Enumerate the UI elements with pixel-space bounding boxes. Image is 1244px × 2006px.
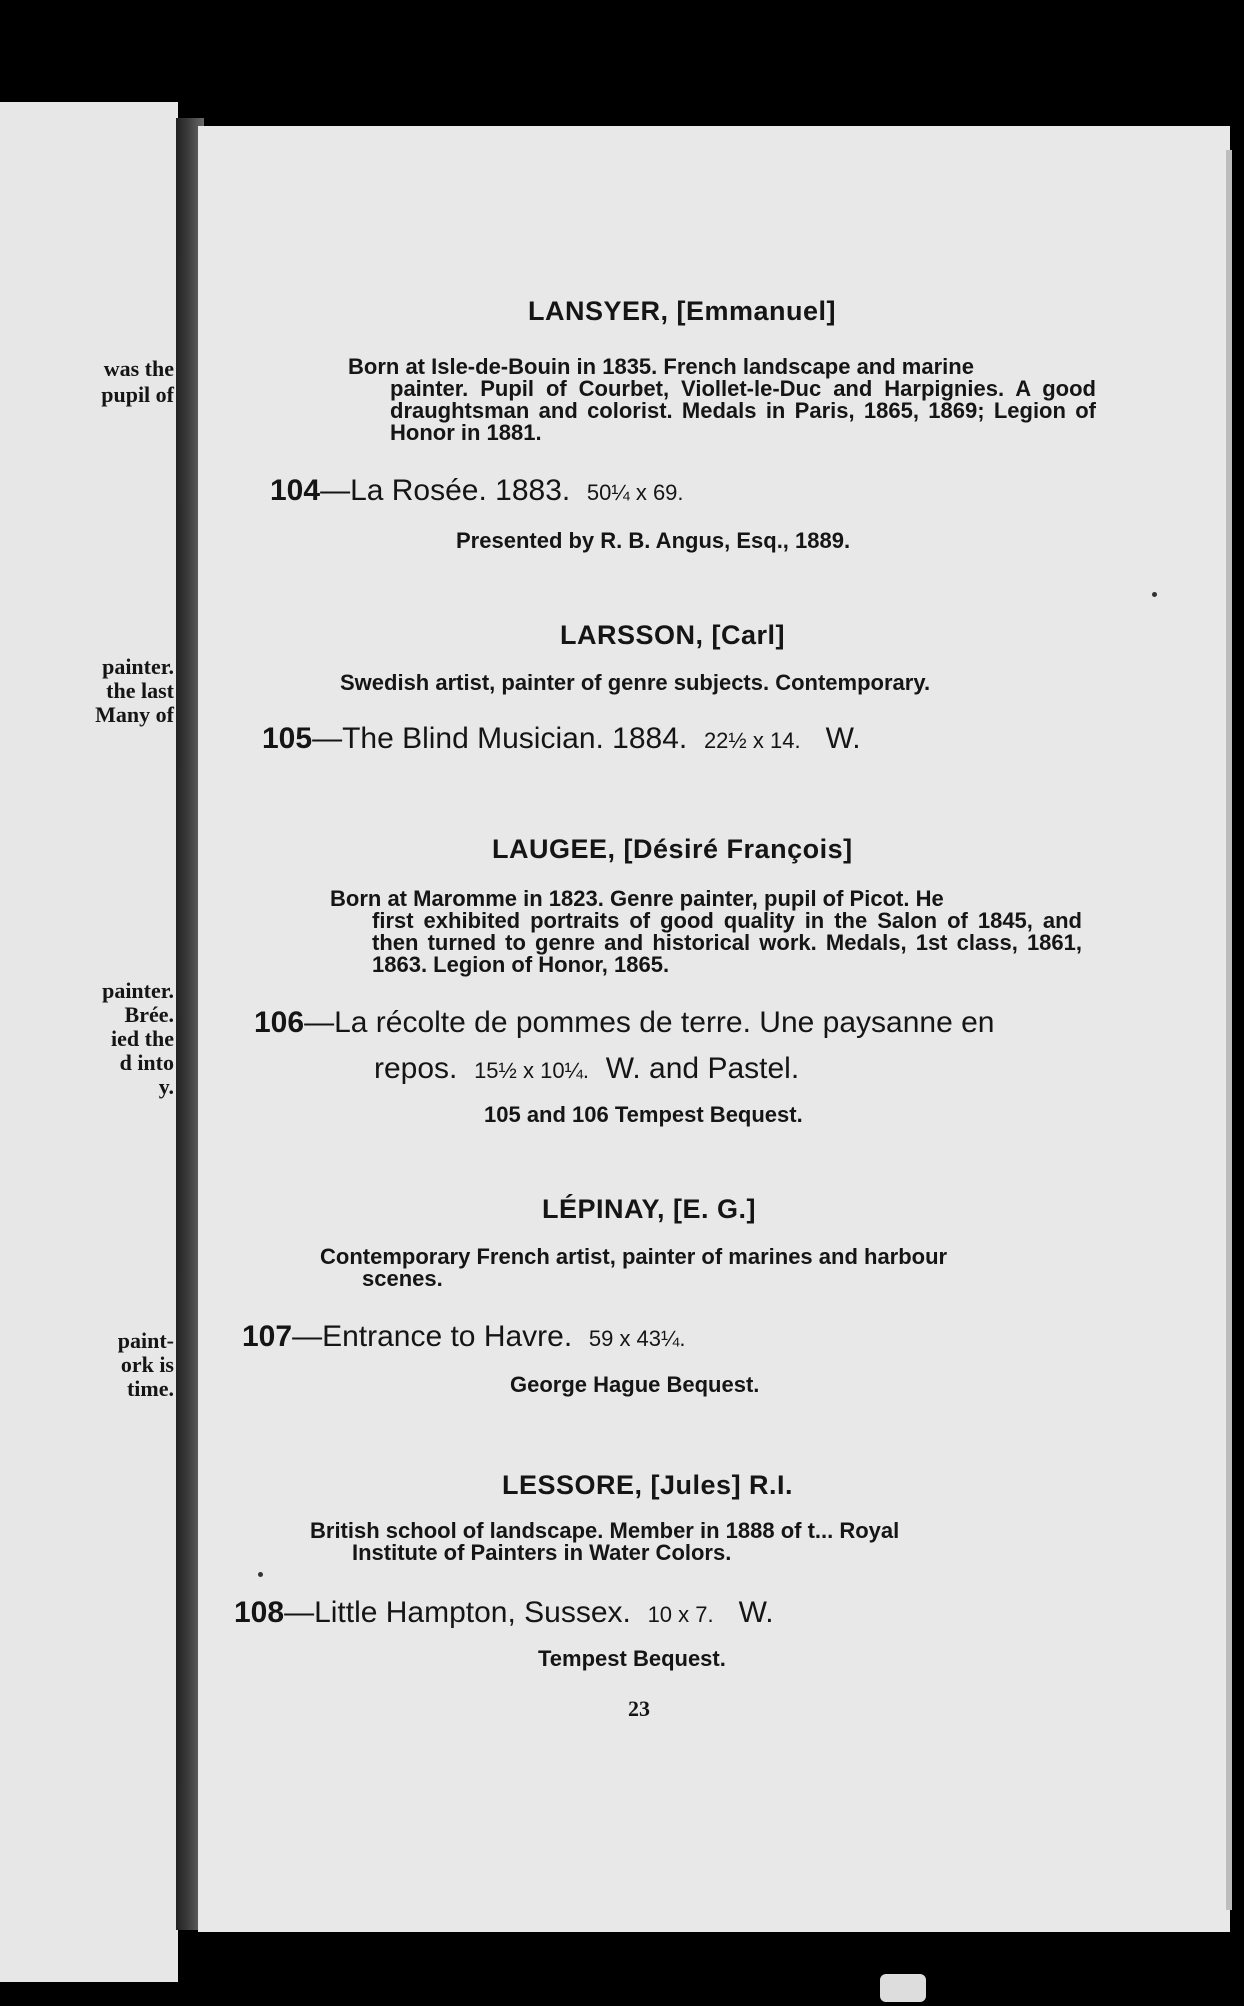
- artist-heading-laugee: LAUGEE, [Désiré François]: [492, 834, 853, 864]
- left-page-fragment: painter.: [102, 978, 174, 1003]
- catalogue-entry-106: [254, 1006, 994, 1040]
- entry-title: —Little Hampton, Sussex.: [284, 1596, 631, 1629]
- catalogue-entry-106-continued: [374, 1052, 799, 1086]
- entry-title: —Entrance to Havre.: [292, 1320, 573, 1353]
- artist-bio-lessore: [310, 1520, 1062, 1564]
- entry-dimensions: 22½ x 14.: [703, 728, 801, 753]
- left-page-fragment: y.: [158, 1074, 174, 1099]
- entry-number: 105: [262, 722, 313, 755]
- left-page-fragment: ork is: [120, 1352, 174, 1377]
- entry-medium: W.: [825, 722, 861, 755]
- entry-dimensions: 15½ x 10¼.: [474, 1058, 590, 1083]
- entry-dimensions: 59 x 43¼.: [588, 1326, 686, 1351]
- page-number: 23: [628, 1696, 650, 1721]
- catalogue-entry-105: [262, 722, 861, 756]
- scan-speck: [258, 1572, 263, 1577]
- entry-medium: W. and Pastel.: [605, 1052, 800, 1085]
- left-page-fragment: Many of: [95, 702, 174, 727]
- entry-title: —La récolte de pommes de terre. Une paysanne en: [304, 1006, 995, 1039]
- artist-bio-lansyer: [348, 356, 1096, 444]
- bio-continuation: scenes.: [362, 1266, 443, 1291]
- catalogue-entry-107: [242, 1320, 686, 1354]
- entry-number: 106: [254, 1006, 305, 1039]
- artist-bio-laugee: [330, 888, 1082, 976]
- left-page-fragment: ied the: [111, 1026, 174, 1051]
- artist-heading-lessore: LESSORE, [Jules] R.I.: [502, 1470, 794, 1500]
- entry-medium: W.: [738, 1596, 774, 1629]
- artist-bio-lepinay: [320, 1246, 1072, 1290]
- entry-title: —The Blind Musician. 1884.: [312, 722, 688, 755]
- entry-number: 104: [270, 474, 321, 507]
- bio-line-first: Swedish artist, painter of genre subjects. Contemporary.: [340, 670, 931, 695]
- left-page-fragment: the last: [106, 678, 174, 703]
- left-facing-page: [0, 102, 178, 1982]
- bio-line-first: Born at Maromme in 1823. Genre painter, pupil of Picot. He: [330, 886, 944, 911]
- artist-heading-lepinay: LÉPINAY, [E. G.]: [542, 1194, 757, 1224]
- provenance-note: George Hague Bequest.: [510, 1372, 760, 1397]
- bio-continuation: Institute of Painters in Water Colors.: [352, 1540, 732, 1565]
- left-page-fragment: pupil of: [101, 382, 174, 407]
- entry-number: 108: [234, 1596, 285, 1629]
- left-page-fragment: Brée.: [124, 1002, 174, 1027]
- scan-artifact: [880, 1974, 926, 2002]
- bio-continuation: painter. Pupil of Courbet, Viollet-le-Duc and Harpignies. A good draughtsman and colorist. Medals in Paris, 1865, 1869; Legion of Honor in 1881.: [390, 376, 1096, 445]
- bio-line-first: British school of landscape. Member in 1888 of t... Royal: [310, 1518, 900, 1543]
- entry-title: —La Rosée. 1883.: [320, 474, 571, 507]
- artist-heading-lansyer: LANSYER, [Emmanuel]: [528, 296, 837, 326]
- bio-continuation: first exhibited portraits of good quality in the Salon of 1845, and then turned to genre and historical work. Medals, 1st class, 1861, 1863. Legion of Honor, 1865.: [372, 908, 1082, 977]
- bio-line-first: Born at Isle-de-Bouin in 1835. French landscape and marine: [348, 354, 974, 379]
- entry-dimensions: 50¼ x 69.: [586, 480, 684, 505]
- page-edge: [1226, 150, 1232, 1910]
- catalogue-entry-108: [234, 1596, 774, 1630]
- provenance-note: 105 and 106 Tempest Bequest.: [484, 1102, 803, 1127]
- left-page-fragment: painter.: [102, 654, 174, 679]
- left-page-fragment: d into: [119, 1050, 174, 1075]
- entry-dimensions: 10 x 7.: [647, 1602, 714, 1627]
- artist-bio-larsson: [340, 672, 1100, 694]
- left-page-fragment: time.: [126, 1376, 174, 1401]
- artist-heading-larsson: LARSSON, [Carl]: [560, 620, 786, 650]
- provenance-note: Tempest Bequest.: [538, 1646, 726, 1671]
- catalogue-entry-104: [270, 474, 684, 508]
- left-page-fragment: was the: [103, 356, 174, 381]
- provenance-note: Presented by R. B. Angus, Esq., 1889.: [456, 528, 851, 553]
- scan-speck: [1152, 592, 1157, 597]
- bio-line-first: Contemporary French artist, painter of marines and harbour: [320, 1244, 948, 1269]
- left-page-fragment: paint-: [117, 1328, 174, 1353]
- entry-number: 107: [242, 1320, 293, 1353]
- entry-title-continued: repos.: [374, 1052, 458, 1085]
